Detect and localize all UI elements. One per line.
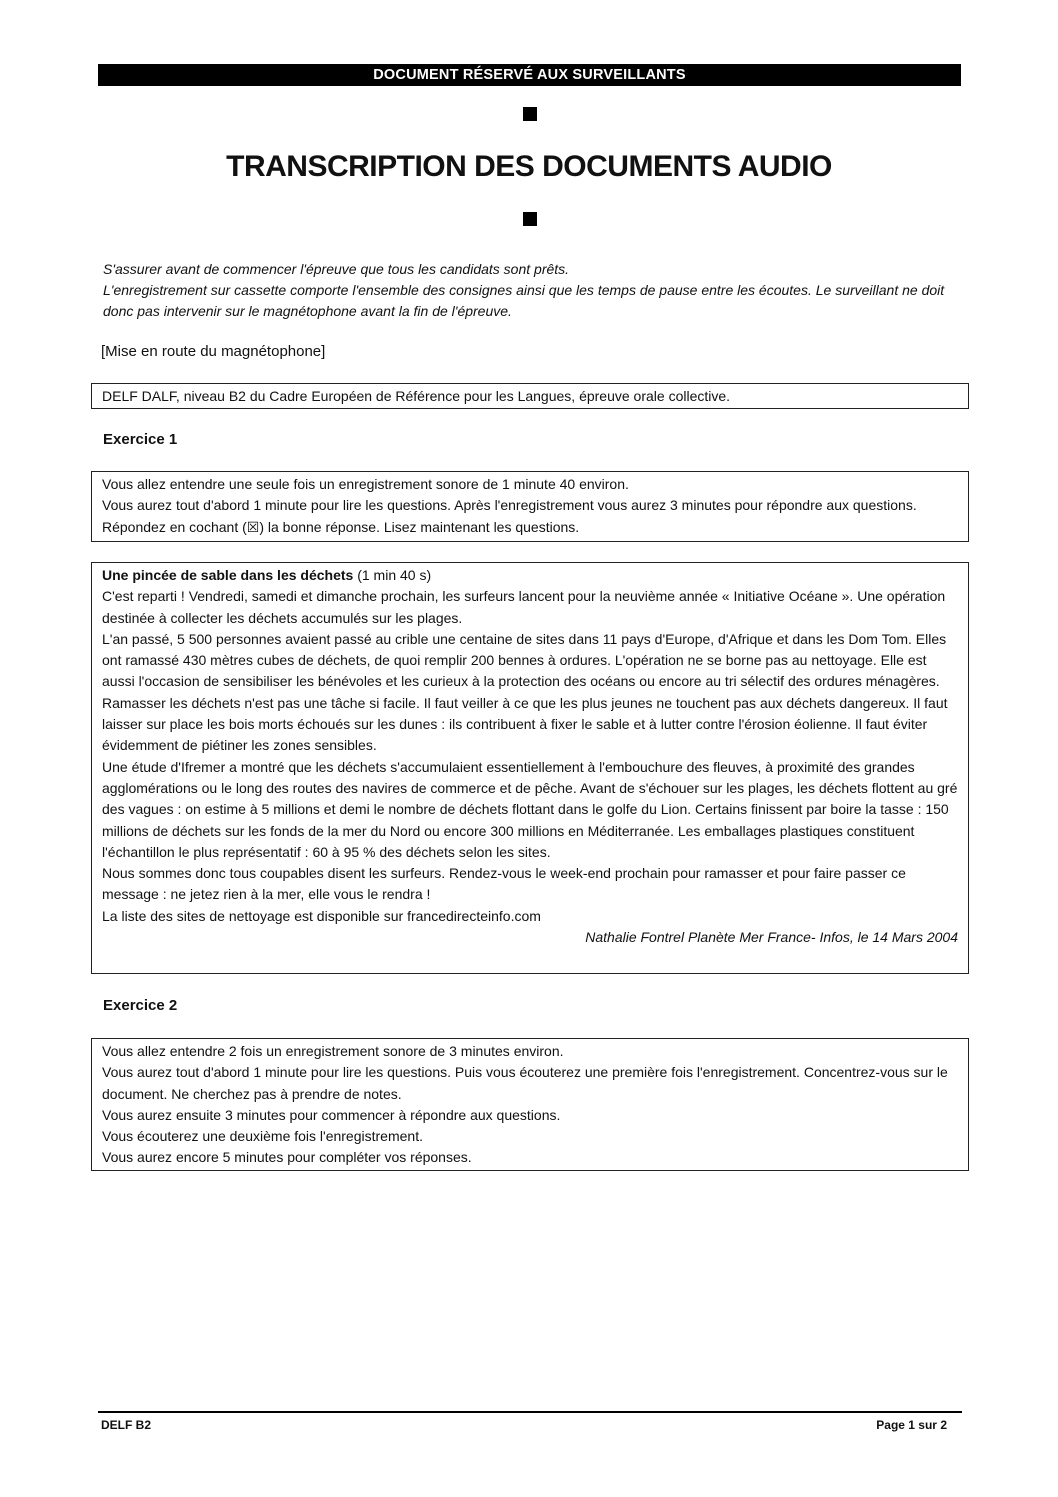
- footer-page-number: Page 1 sur 2: [876, 1418, 947, 1432]
- exercise2-heading: Exercice 2: [103, 997, 178, 1014]
- document-paragraph: La liste des sites de nettoyage est disponible sur francedirecteinfo.com: [102, 907, 541, 924]
- document-title: Une pincée de sable dans les déchets: [102, 567, 354, 583]
- intro-line-1: S'assurer avant de commencer l'épreuve que tous les candidats sont prêts.: [103, 261, 570, 277]
- exercise2-instruction: Vous aurez ensuite 3 minutes pour commencer à répondre aux questions.: [102, 1106, 561, 1123]
- document-paragraph: Ramasser les déchets n'est pas une tâche si facile. Il faut veiller à ce que les plus jeunes ne touchent pas aux déchets dangereux. Il faut laisser sur place les bois morts échoués sur les dunes : ils contribuent à fixer le sable et à lutter contre l'érosion éolienne. Il faut éviter évidemment de piétiner les zones sensibles.: [102, 694, 948, 754]
- exercise2-instruction: Vous allez entendre 2 fois un enregistrement sonore de 3 minutes environ.: [102, 1043, 564, 1059]
- document-paragraph: Une étude d'Ifremer a montré que les déchets s'accumulaient essentiellement à l'embouchure des fleuves, à proximité des grandes agglomérations ou le long des routes des navires de commerce et de pêche. Avant de s'échouer sur les plages, les déchets flottent au gré des vagues : on estime à 5 millions et demi le nombre de déchets flottant dans le golfe du Lion. Certains finissent par boire la tasse : 150 millions de déchets sur les fonds de la mer du Nord ou encore 300 millions en Méditerranée. Les emballages plastiques constituent l'échantillon le plus représentatif : 60 à 95 % des déchets selon les sites.: [102, 758, 958, 860]
- exam-box-text: DELF DALF, niveau B2 du Cadre Européen de Référence pour les Langues, épreuve orale collective.: [102, 388, 731, 404]
- footer-exam-level: DELF B2: [101, 1418, 152, 1432]
- footer-rule: [98, 1411, 962, 1413]
- page-title: TRANSCRIPTION DES DOCUMENTS AUDIO: [226, 150, 832, 183]
- document-paragraph: L'an passé, 5 500 personnes avaient passé au crible une centaine de sites dans 11 pays d'Europe, d'Afrique et dans les Dom Tom. Elles ont ramassé 430 mètres cubes de déchets, de quoi remplir 200 bennes à ordures. L'opération ne se borne pas au nettoyage. Elle est aussi l'occasion de sensibiliser les bénévoles et les curieux à la protection des océans ou encore au tri sélectif des ordures ménagères.: [102, 630, 947, 690]
- exercise1-instruction: Vous allez entendre une seule fois un enregistrement sonore de 1 minute 40 environ.: [102, 476, 629, 492]
- exercise2-instruction: Vous aurez encore 5 minutes pour compléter vos réponses.: [102, 1149, 472, 1166]
- intro-instructions: [103, 259, 963, 322]
- exercise2-instruction: Vous écouterez une deuxième fois l'enregistrement.: [102, 1128, 423, 1145]
- intro-line-2: L'enregistrement sur cassette comporte l'ensemble des consignes ainsi que les temps de pause entre les écoutes. Le surveillant ne doit donc pas intervenir sur le magnétophone avant la fin de l'épreuve.: [103, 282, 945, 319]
- exercise1-instruction: Vous aurez tout d'abord 1 minute pour lire les questions. Après l'enregistrement vous aurez 3 minutes pour répondre aux questions.: [102, 497, 917, 514]
- exercise1-document-box: [91, 562, 969, 974]
- reserved-banner: DOCUMENT RÉSERVÉ AUX SURVEILLANTS: [98, 64, 961, 86]
- document-paragraph: Nous sommes donc tous coupables disent les surfeurs. Rendez-vous le week-end prochain pour ramasser et pour faire passer ce message : ne jetez rien à la mer, elle vous le rendra !: [102, 865, 906, 903]
- exam-box: [91, 383, 969, 409]
- mise-en-route: [Mise en route du magnétophone]: [101, 343, 326, 360]
- exercise1-instructions-box: [91, 471, 969, 542]
- document-heading: [102, 565, 958, 586]
- document-credit: Nathalie Fontrel Planète Mer France- Infos, le 14 Mars 2004: [585, 929, 958, 946]
- document-duration: (1 min 40 s): [353, 567, 432, 583]
- exercise2-instructions-box: [91, 1038, 969, 1171]
- exercise2-instruction: Vous aurez tout d'abord 1 minute pour lire les questions. Puis vous écouterez une première fois l'enregistrement. Concentrez-vous sur le document. Ne cherchez pas à prendre de notes.: [102, 1064, 948, 1102]
- square-bullet-bottom: [523, 212, 537, 226]
- exercise1-instruction: Répondez en cochant (☒) la bonne réponse. Lisez maintenant les questions.: [102, 518, 580, 535]
- exercise1-heading: Exercice 1: [103, 431, 178, 448]
- document-paragraph: C'est reparti ! Vendredi, samedi et dimanche prochain, les surfeurs lancent pour la neuvième année « Initiative Océane ». Une opération destinée à collecter les déchets accumulés sur les plages.: [102, 588, 946, 626]
- square-bullet-top: [523, 107, 537, 121]
